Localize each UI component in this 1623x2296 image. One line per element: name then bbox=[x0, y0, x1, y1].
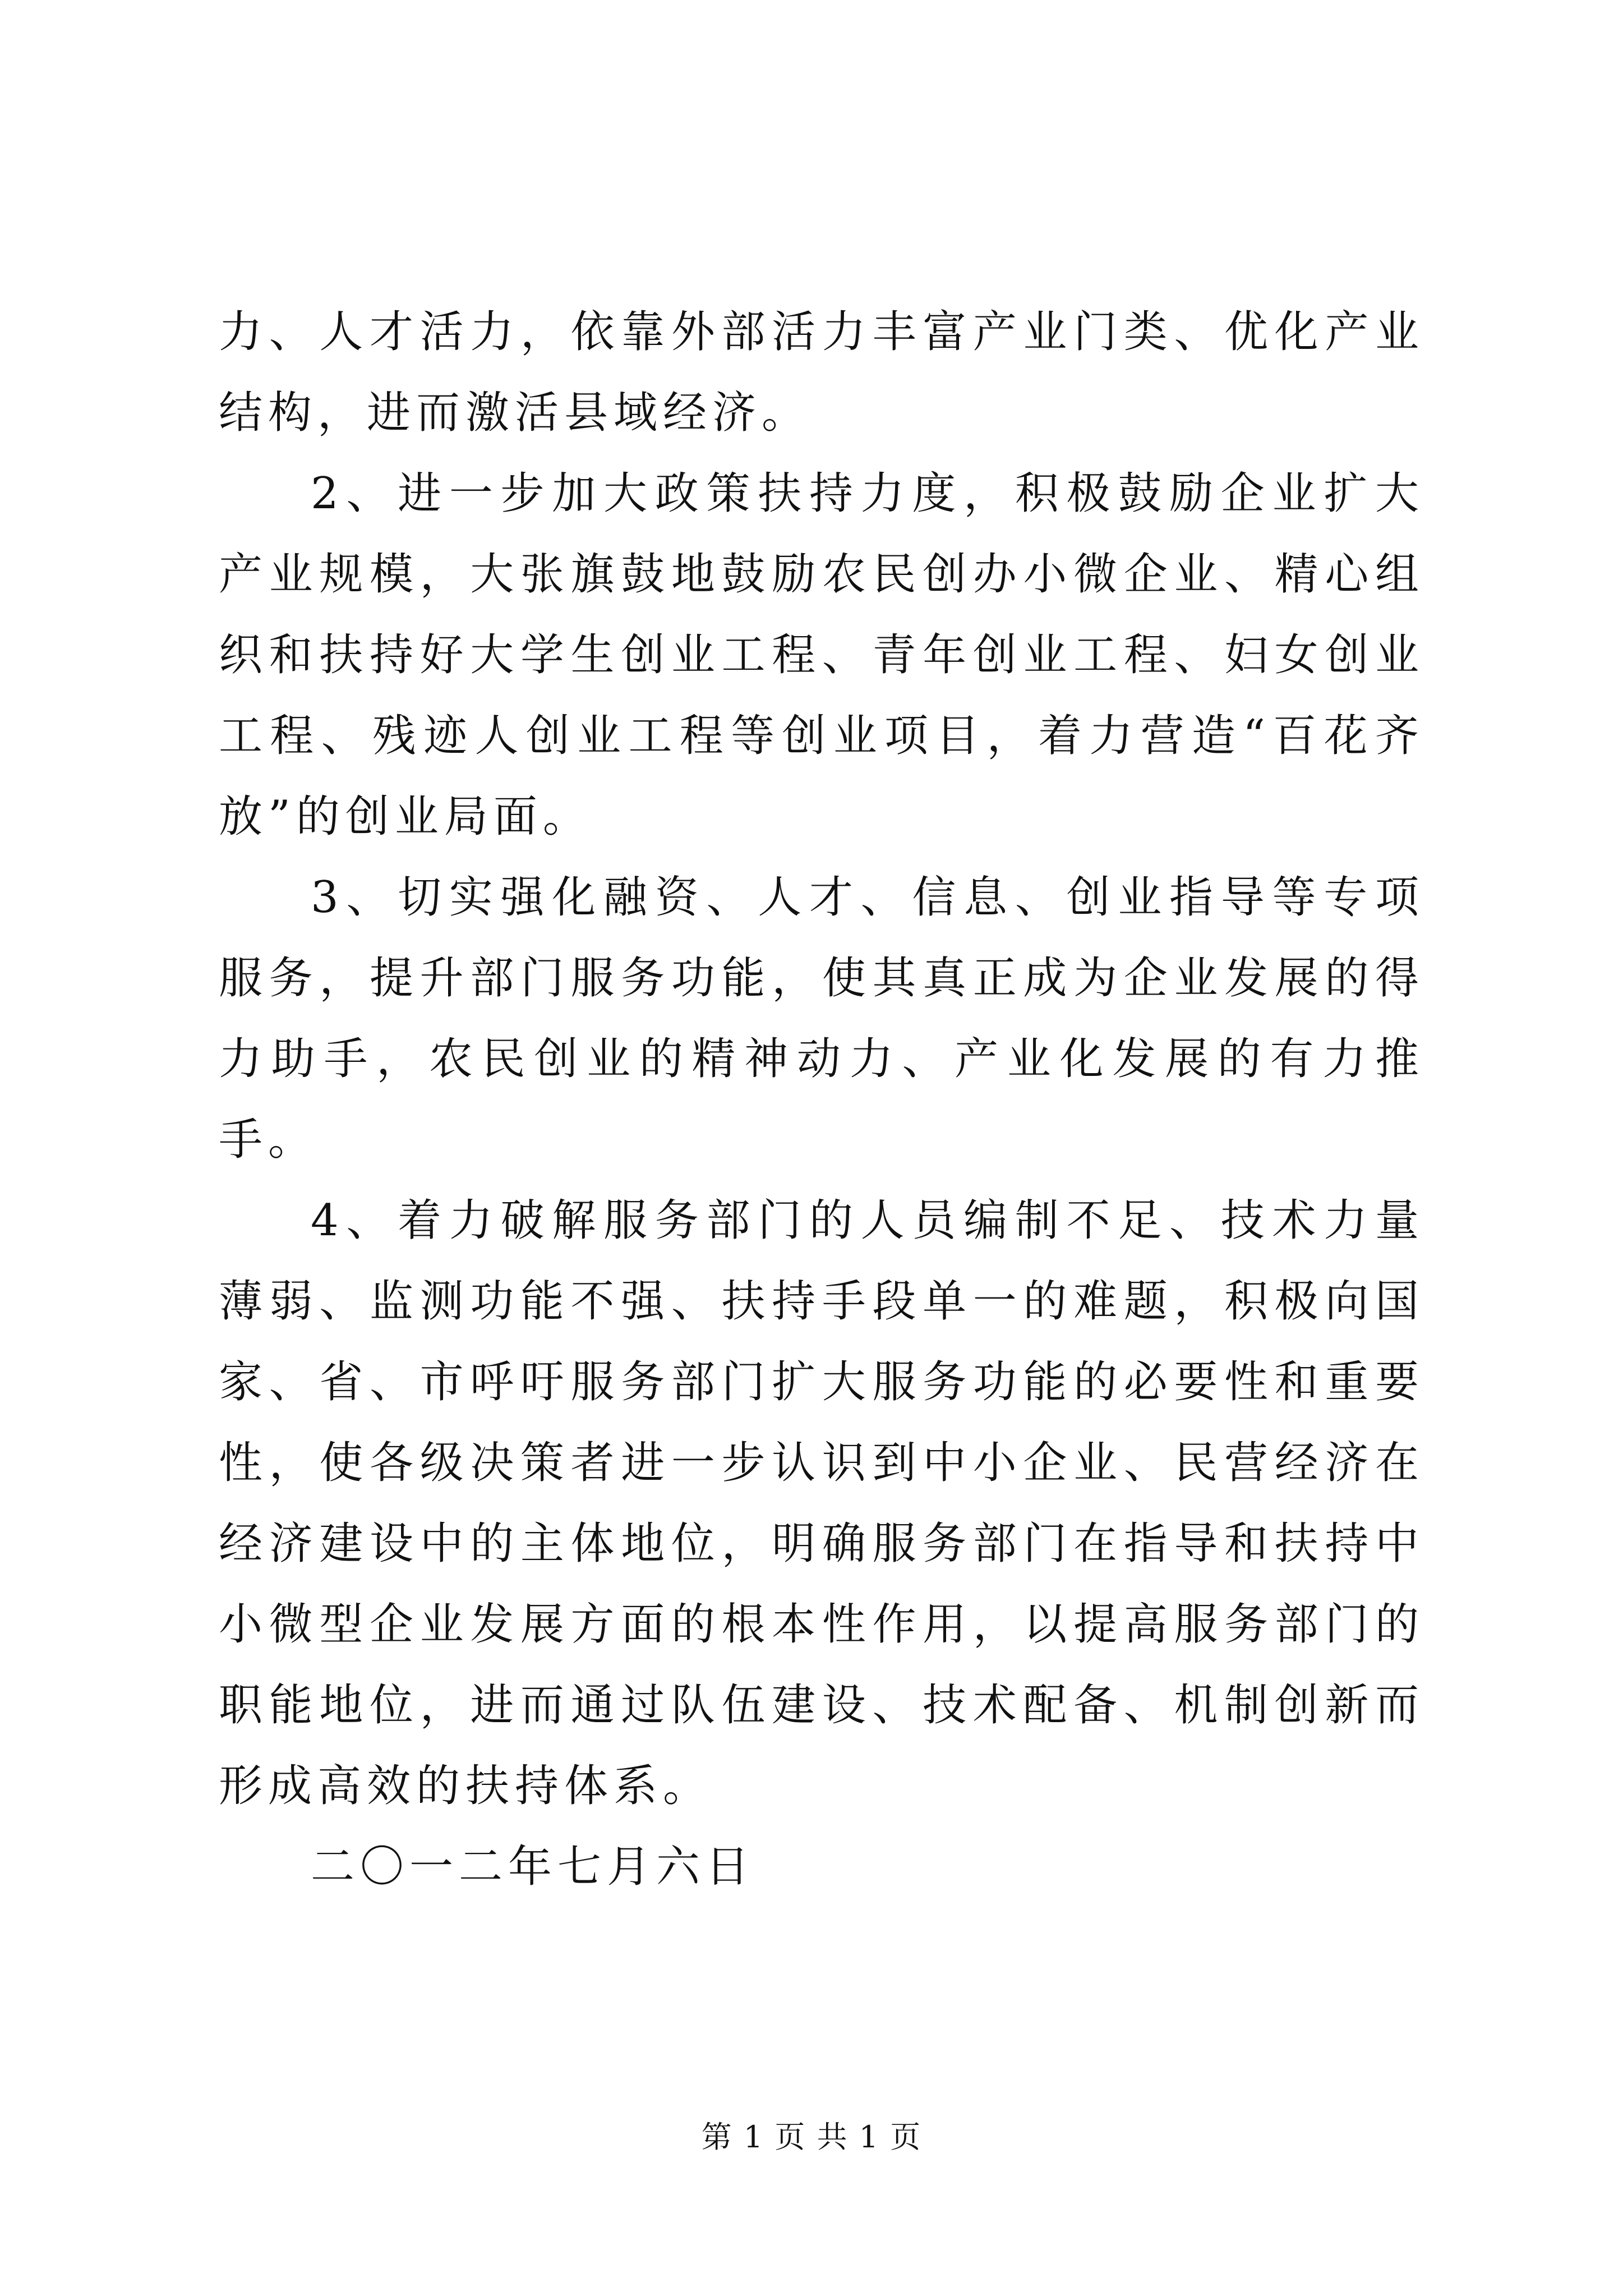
document-body bbox=[219, 292, 1424, 1907]
paragraph-item-4: 4、着力破解服务部门的人员编制不足、技术力量薄弱、监测功能不强、扶持手段单一的难题，积极向国家、省、市呼吁服务部门扩大服务功能的必要性和重要性，使各级决策者进一步认识到中小企业、民营经济在经济建设中的主体地位，明确服务部门在指导和扶持中小微型企业发展方面的根本性作用，以提高服务部门的职能地位，进而通过队伍建设、技术配备、机制创新而形成高效的扶持体系。 bbox=[219, 1195, 1424, 1811]
paragraph-continuation: 力、人才活力，依靠外部活力丰富产业门类、优化产业结构，进而激活县域经济。 bbox=[219, 307, 1424, 438]
paragraph-item-2: 2、进一步加大政策扶持力度，积极鼓励企业扩大产业规模，大张旗鼓地鼓励农民创办小微企业、精心组织和扶持好大学生创业工程、青年创业工程、妇女创业工程、残迹人创业工程等创业项目，着力营造“百花齐放”的创业局面。 bbox=[219, 468, 1424, 842]
page-footer bbox=[0, 2118, 1623, 2157]
document-date: 二〇一二年七月六日 bbox=[311, 1842, 755, 1892]
paragraph-item-3: 3、切实强化融资、人才、信息、创业指导等专项服务，提升部门服务功能，使其真正成为企业发展的得力助手，农民创业的精神动力、产业化发展的有力推手。 bbox=[219, 872, 1424, 1165]
page-number-label: 第 1 页 共 1 页 bbox=[701, 2119, 922, 2155]
